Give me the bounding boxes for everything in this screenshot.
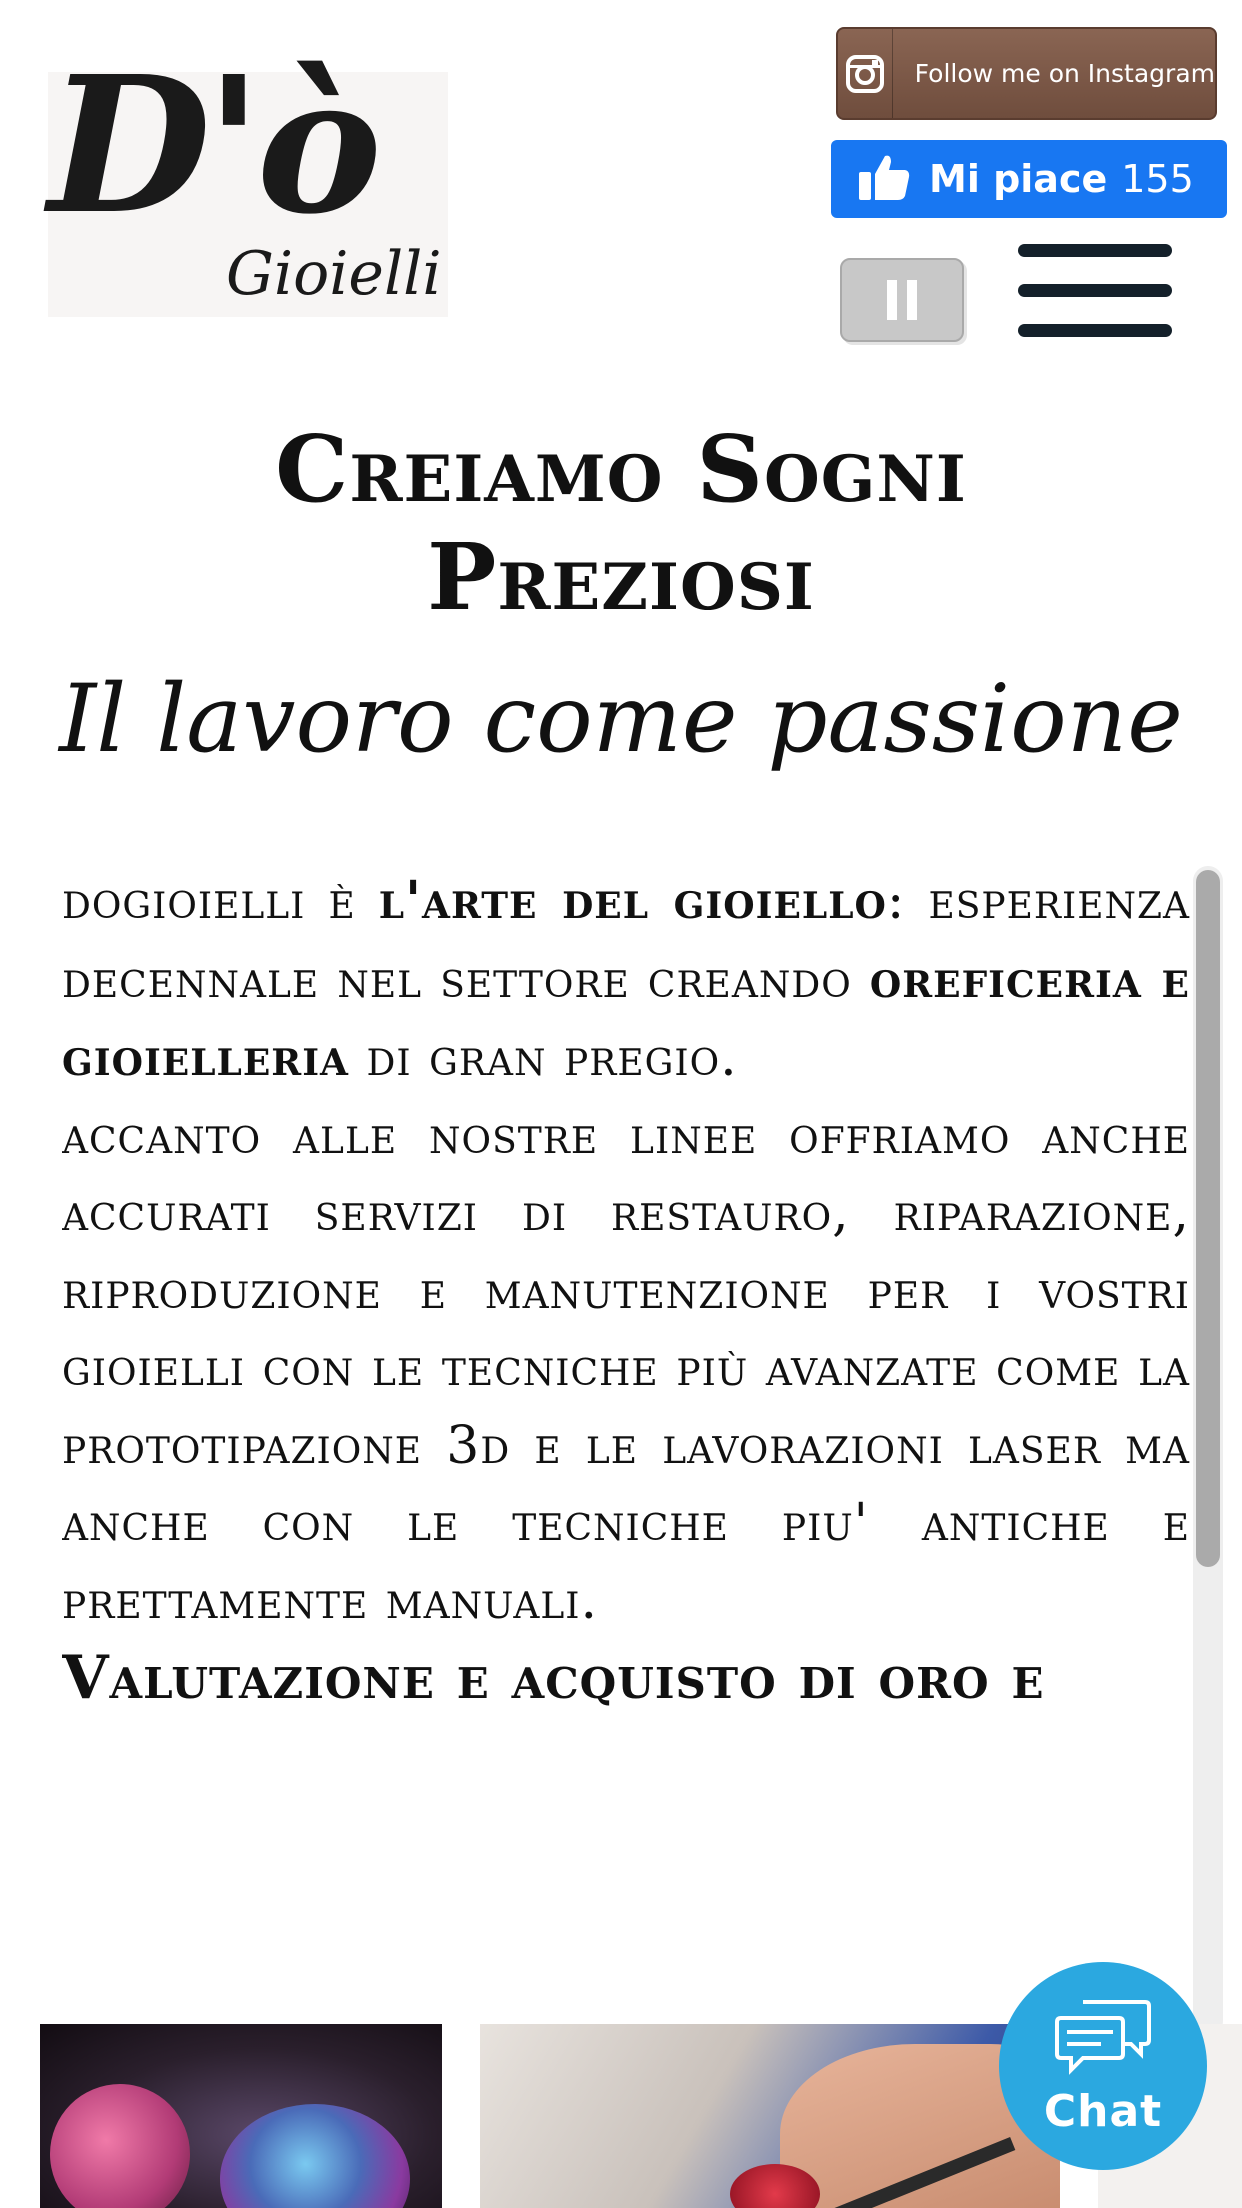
scrollbar-thumb[interactable] — [1196, 870, 1220, 1567]
section-heading-valutazione: Valutazione e acquisto di oro e — [62, 1643, 1045, 1713]
title-line-1: Creiamo Sogni — [275, 415, 967, 523]
site-logo[interactable] — [48, 35, 448, 317]
intro-paragraph-2: accanto alle nostre linee offriamo anche accurati servizi di restauro, riparazione, riproduzione e manutenzione per i vostri gioielli con le tecniche più avanzate come la prototipazione 3d e le lavorazioni laser ma anche con le tecniche piu' antiche e prettamente manuali. — [62, 1105, 1190, 1631]
facebook-like-button[interactable] — [831, 140, 1227, 218]
intro-text — [62, 862, 1190, 2022]
tagline: Il lavoro come passione — [59, 665, 1183, 774]
logo-subtitle: Gioielli — [226, 239, 442, 309]
hamburger-menu-icon[interactable] — [1018, 244, 1172, 338]
intro-highlight-oreficeria: oreficeria e gioielleria — [62, 948, 1190, 1088]
instagram-icon — [838, 29, 893, 118]
gallery-image-craftsman[interactable] — [480, 2024, 1060, 2208]
instagram-follow-button[interactable] — [836, 27, 1217, 120]
chat-button[interactable] — [999, 1962, 1207, 2170]
intro-text-a: dogioielli è — [62, 871, 379, 931]
pause-icon — [882, 280, 922, 320]
facebook-like-label: Mi piace — [929, 157, 1108, 201]
page-title — [0, 415, 1242, 631]
thumbs-up-icon — [857, 152, 911, 206]
intro-text-e: di gran pregio. — [348, 1028, 738, 1088]
intro-text-c: : esperienza decennale nel settore creando — [62, 871, 1190, 1010]
chat-label: Chat — [1043, 2085, 1163, 2137]
intro-paragraph-1 — [62, 862, 1190, 1098]
chat-bubble-icon — [1053, 1996, 1153, 2084]
facebook-like-count: 155 — [1121, 157, 1194, 201]
logo-mark: D'ò — [48, 35, 376, 256]
instagram-label: Follow me on Instagram — [914, 59, 1215, 88]
gallery-image-rings[interactable] — [40, 2024, 442, 2208]
intro-highlight-arte: l'arte del gioiello — [378, 870, 887, 931]
pause-button[interactable] — [840, 258, 964, 342]
title-line-2: Preziosi — [427, 523, 815, 631]
